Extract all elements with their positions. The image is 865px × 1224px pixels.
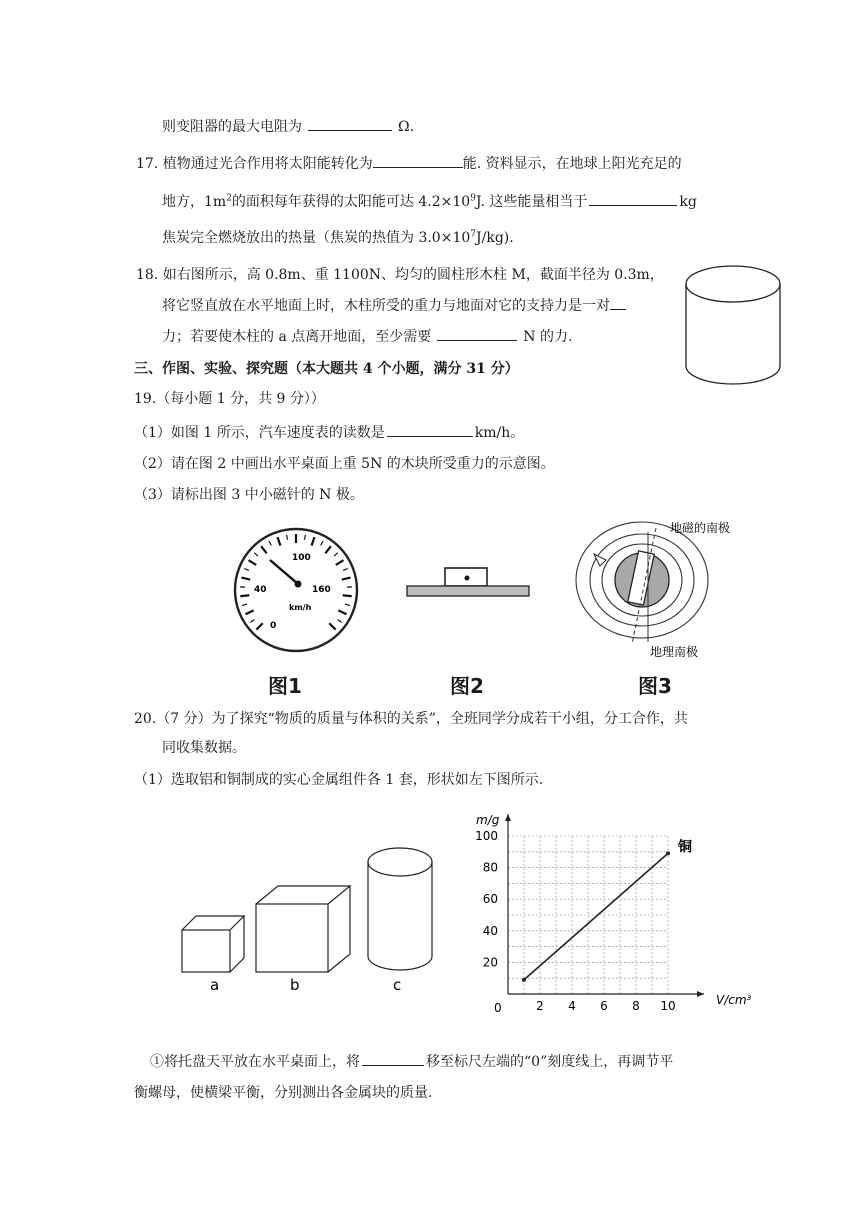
y-tick-label: 80 <box>482 860 498 875</box>
question-18-line2: 将它竖直放在水平地面上时，木柱所受的重力与地面对它的支持力是一对 <box>162 295 626 316</box>
x-tick-label: 10 <box>660 999 676 1013</box>
question-17-line2: 地方，$1m^2$的面积每年获得的太阳能可达 $4.2\times 10^9J$. 这些能量相当于 kg <box>162 191 697 212</box>
series-line-copper <box>524 853 668 979</box>
speed-tick-label: 160 <box>312 585 331 595</box>
line-max-resistance: 则变阻器的最大电阻为 Ω. <box>162 116 414 137</box>
speed-tick-label: 0 <box>270 621 277 631</box>
block-label-c: c <box>393 976 402 994</box>
geographic-south-label: 地理南极 <box>650 645 699 659</box>
figure-1-caption: 图1 <box>268 674 302 698</box>
question-19-part2: （2）请在图 2 中画出水平桌面上重 5N 的木块所受重力的示意图。 <box>134 456 555 472</box>
question-19-part1: （1）如图 1 所示，汽车速度表的读数是 km/h。 <box>134 422 524 443</box>
small-magnetic-needle <box>594 554 606 566</box>
x-axis-label: V/cm³ <box>716 993 752 1007</box>
question-18-line1: 18. 如右图所示，高 0.8m、重 1100N、均匀的圆柱形木柱 M，截面半径为 0.3m， <box>136 267 664 283</box>
question-19-part3: （3）请标出图 3 中小磁针的 N 极。 <box>134 487 364 503</box>
center-of-gravity-dot <box>465 576 470 581</box>
y-tick-label: 20 <box>482 955 498 970</box>
answer-blank[interactable] <box>610 295 626 310</box>
origin-label: 0 <box>494 1001 502 1015</box>
question-20-line1: 20.（7 分）为了探究“物质的质量与体积的关系”，全班同学分成若干小组，分工合作，共 <box>134 711 688 727</box>
metal-blocks-figure <box>176 838 446 998</box>
earth-magnetic-field-figure <box>570 514 760 666</box>
question-17-line1: 17. 植物通过光合作用将太阳能转化为 能. 资料显示，在地球上阳光充足的 <box>136 153 682 174</box>
y-tick-label: 40 <box>482 923 498 938</box>
answer-blank[interactable] <box>373 153 463 168</box>
answer-blank[interactable] <box>589 191 677 206</box>
cube-b <box>256 886 350 972</box>
block-label-a: a <box>210 976 220 994</box>
y-axis-arrow <box>505 814 511 821</box>
question-18-line3: 力；若要使木柱的 a 点离开地面，至少需要 N 的力. <box>162 326 572 347</box>
figure-2-caption: 图2 <box>450 674 484 698</box>
y-tick-label: 100 <box>475 829 498 843</box>
y-tick-label: 60 <box>482 892 498 907</box>
x-tick-label: 2 <box>536 999 544 1013</box>
speed-unit-label: km/h <box>289 603 312 612</box>
geomagnetic-south-label: 地磁的南极 <box>670 521 731 535</box>
mass-volume-chart <box>470 808 770 1026</box>
question-20-line2: 同收集数据。 <box>162 740 246 756</box>
speed-tick-label: 40 <box>254 585 267 595</box>
cylinder-column-figure <box>682 262 784 388</box>
speedometer-tick <box>240 595 249 596</box>
speedometer-tick <box>287 535 288 540</box>
block-on-table-figure <box>405 560 531 602</box>
tabletop <box>407 586 529 596</box>
question-20-step1-line2: 衡螺母，使横梁平衡，分别测出各金属块的质量. <box>134 1085 433 1101</box>
needle-hub <box>295 581 302 588</box>
speedometer-figure <box>232 526 360 654</box>
series-point <box>666 851 670 855</box>
x-tick-label: 8 <box>632 999 640 1013</box>
x-tick-label: 4 <box>568 999 576 1013</box>
x-tick-label: 6 <box>600 999 608 1013</box>
section-3-heading: 三、作图、实验、探究题（本大题共 4 个小题，满分 31 分） <box>134 361 519 377</box>
x-axis-arrow <box>697 991 704 997</box>
answer-blank[interactable] <box>387 422 473 437</box>
chart-grid <box>508 836 668 994</box>
series-point <box>522 978 526 982</box>
speedometer-tick <box>305 535 306 540</box>
answer-blank[interactable] <box>362 1051 424 1066</box>
question-19-heading: 19.（每小题 1 分，共 9 分）） <box>134 391 325 407</box>
speed-tick-label: 100 <box>292 553 311 563</box>
answer-blank[interactable] <box>308 116 392 131</box>
cube-a <box>182 916 244 972</box>
question-20-step1-line1: ①将托盘天平放在水平桌面上，将 移至标尺左端的“0”刻度线上，再调节平 <box>150 1051 673 1072</box>
series-label: 铜 <box>678 839 692 856</box>
speedometer-tick <box>343 595 352 596</box>
block-label-b: b <box>290 976 300 994</box>
y-axis-label: m/g <box>476 813 500 827</box>
cylinder-c <box>368 848 432 970</box>
answer-blank[interactable] <box>437 326 517 341</box>
question-20-part1: （1）选取铝和铜制成的实心金属组件各 1 套，形状如左下图所示. <box>134 772 544 788</box>
question-17-line3: 焦炭完全燃烧放出的热量（焦炭的热值为 $3.0\times 10^7J/kg$). <box>162 229 514 246</box>
figure-3-caption: 图3 <box>638 674 672 698</box>
